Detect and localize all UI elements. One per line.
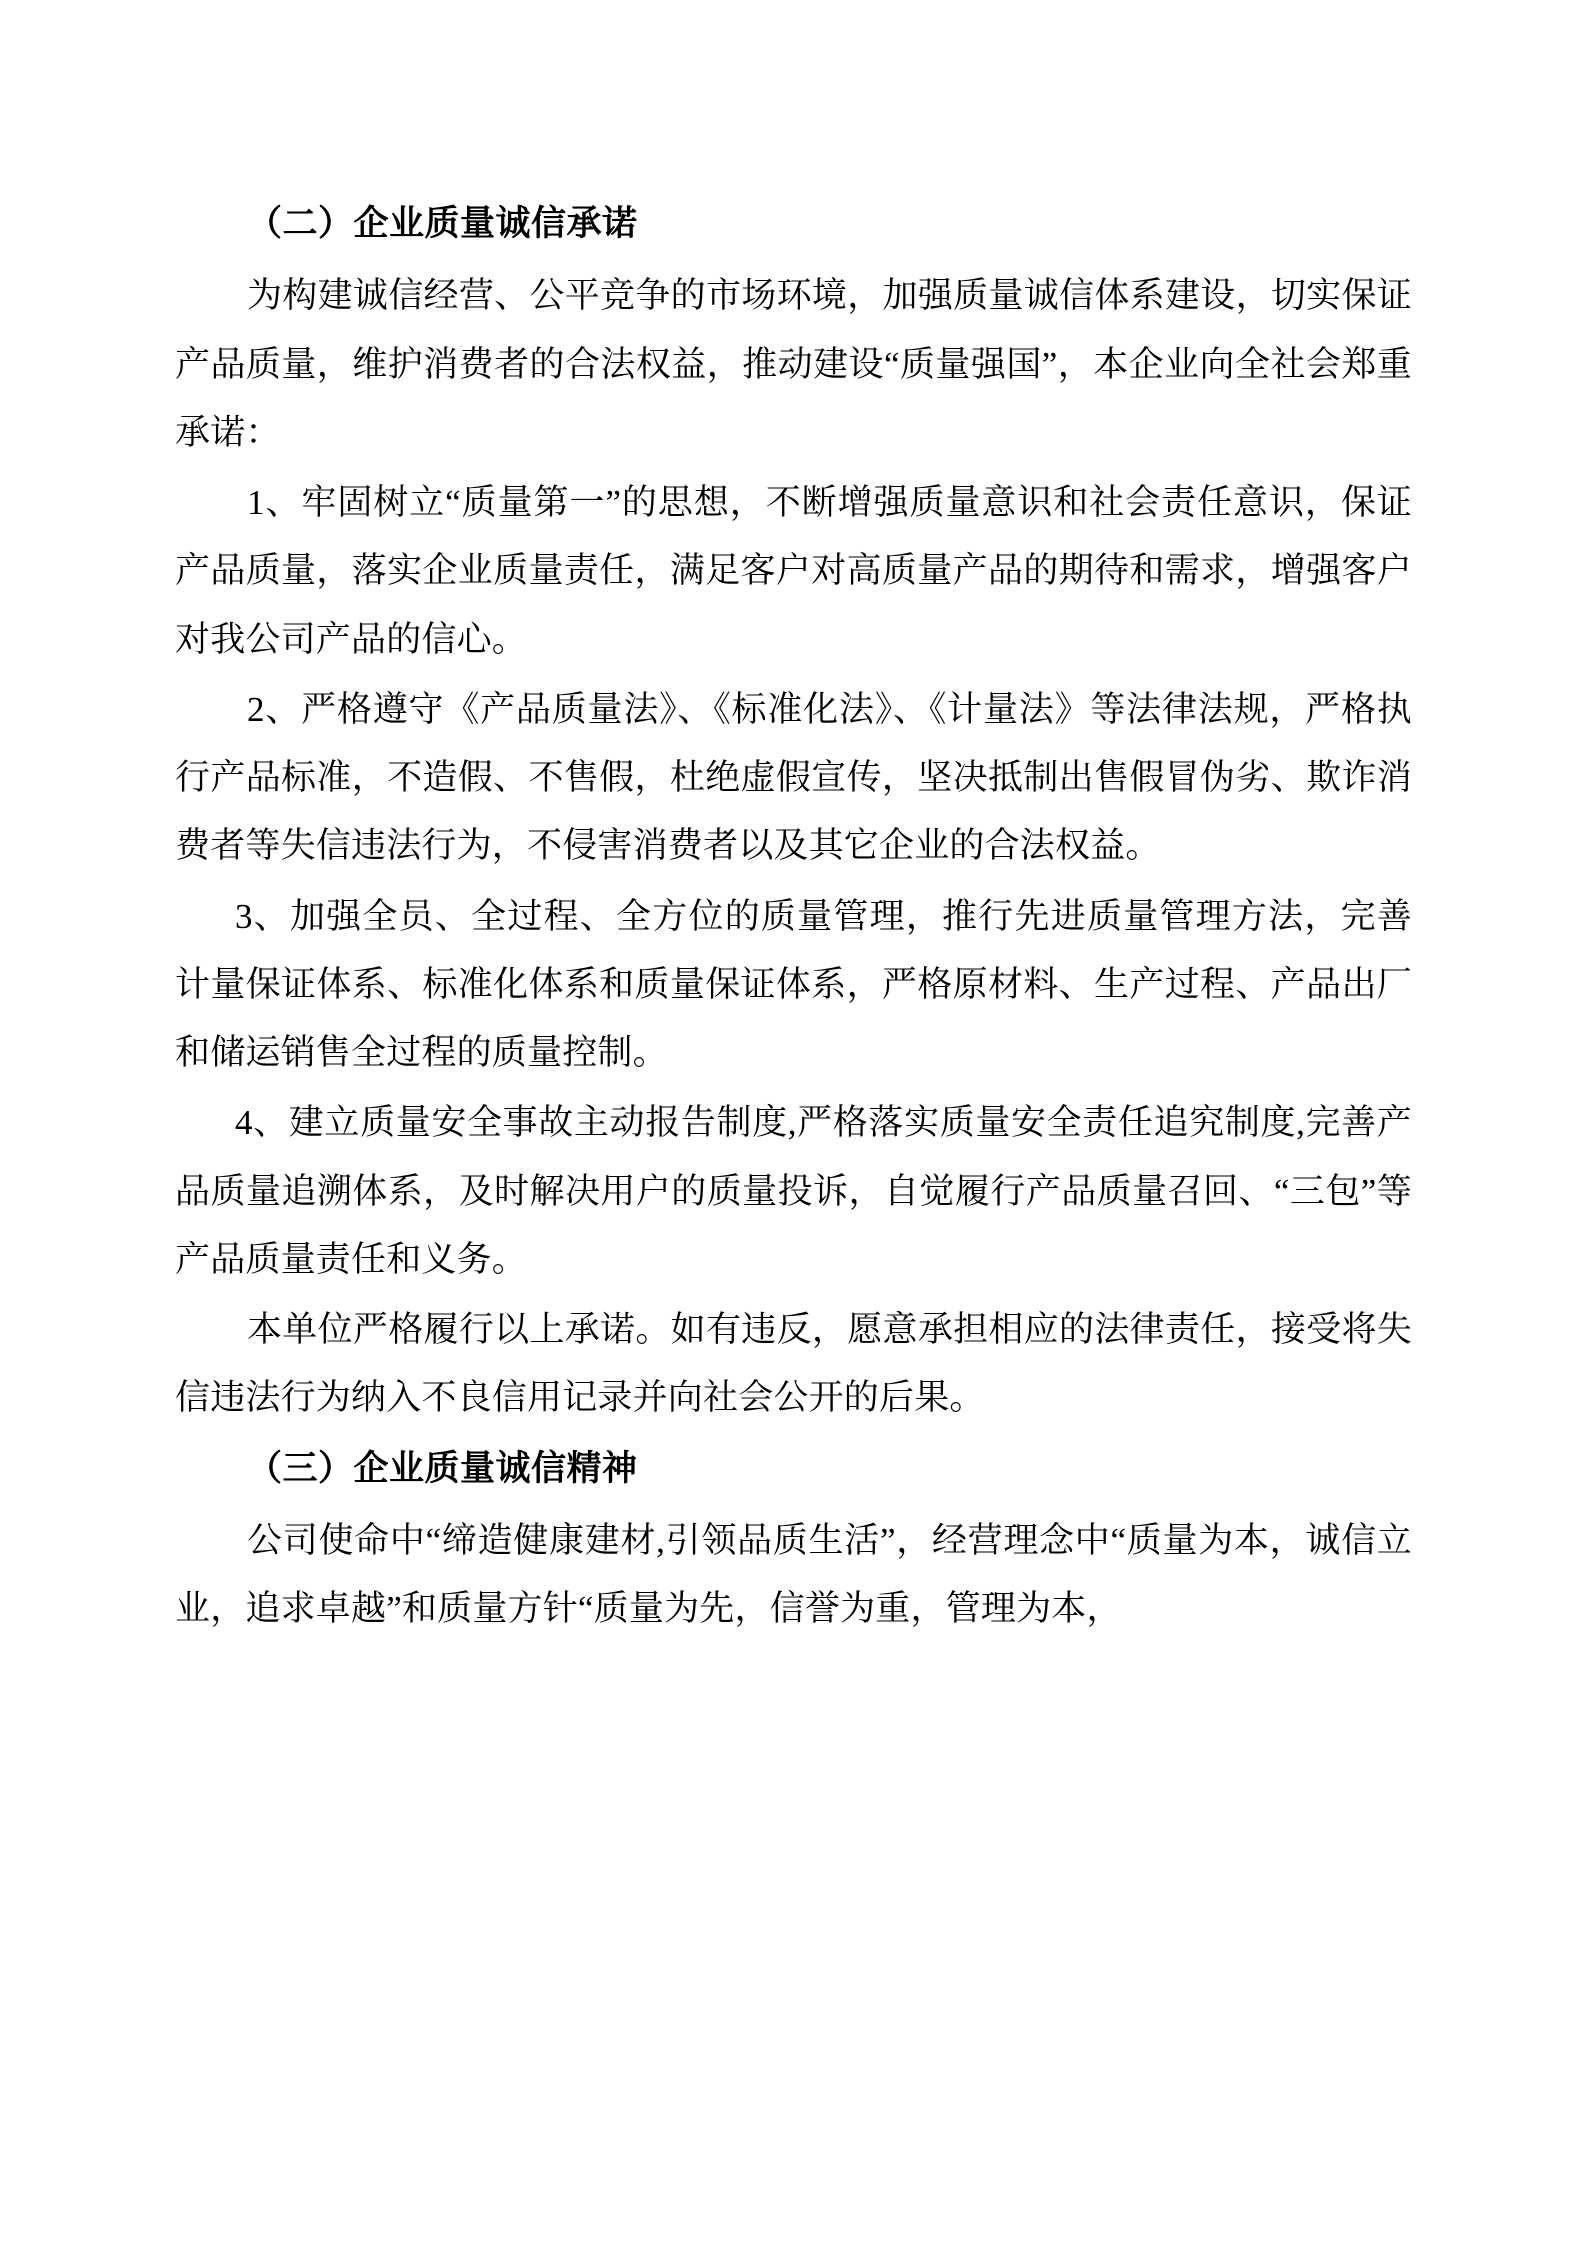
paragraph: 3、加强全员、全过程、全方位的质量管理，推行先进质量管理方法，完善计量保证体系、标准化体系和质量保证体系，严格原材料、生产过程、产品出厂和储运销售全过程的质量控制。 [175,896,1412,1072]
paragraph: 本单位严格履行以上承诺。如有违反，愿意承担相应的法律责任，接受将失信违法行为纳入不良信用记录并向社会公开的后果。 [175,1310,1412,1418]
paragraph: 4、建立质量安全事故主动报告制度,严格落实质量安全责任追究制度,完善产品质量追溯体系，及时解决用户的质量投诉，自觉履行产品质量召回、“三包”等产品质量责任和义务。 [175,1103,1412,1279]
paragraph: 为构建诚信经营、公平竞争的市场环境，加强质量诚信体系建设，切实保证产品质量，维护消费者的合法权益，推动建设“质量强国”，本企业向全社会郑重承诺： [175,276,1412,452]
section-heading-2: （二）企业质量诚信承诺 [247,204,638,243]
document-body [175,190,1412,1643]
paragraph: 1、牢固树立“质量第一”的思想，不断增强质量意识和社会责任意识，保证产品质量，落实企业质量责任，满足客户对高质量产品的期待和需求，增强客户对我公司产品的信心。 [175,483,1412,659]
section-heading-3: （三）企业质量诚信精神 [247,1448,638,1488]
paragraph: 公司使命中“缔造健康建材,引领品质生活”，经营理念中“质量为本，诚信立业，追求卓越”和质量方针“质量为先，信誉为重，管理为本， [175,1520,1412,1628]
paragraph: 2、严格遵守《产品质量法》、《标准化法》、《计量法》等法律法规，严格执行产品标准，不造假、不售假，杜绝虚假宣传，坚决抵制出售假冒伪劣、欺诈消费者等失信违法行为，不侵害消费者以及其它企业的合法权益。 [175,689,1412,866]
